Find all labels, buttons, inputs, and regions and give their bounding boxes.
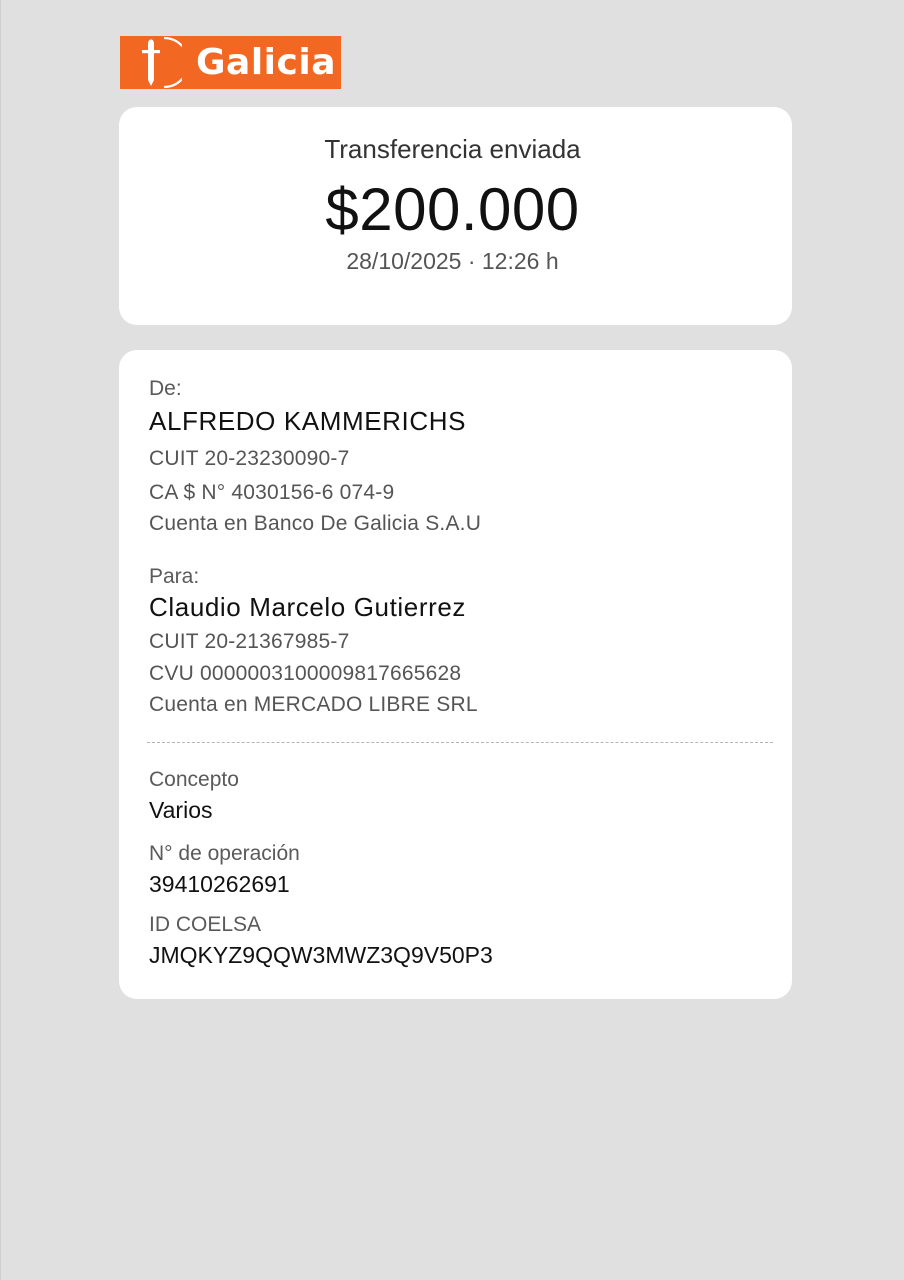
operation-number-label: N° de operación bbox=[149, 842, 300, 865]
recipient-cuit: CUIT 20-21367985-7 bbox=[149, 630, 350, 653]
concept-label: Concepto bbox=[149, 768, 239, 791]
galicia-sword-logo-icon bbox=[120, 36, 182, 89]
transfer-datetime: 28/10/2025 · 12:26 h bbox=[346, 248, 559, 274]
concept-value: Varios bbox=[149, 797, 213, 823]
sender-name: ALFREDO KAMMERICHS bbox=[149, 406, 467, 436]
galicia-logo bbox=[120, 36, 341, 89]
transfer-status: Transferencia enviada bbox=[324, 134, 581, 164]
sender-cuit: CUIT 20-23230090-7 bbox=[149, 447, 350, 470]
operation-number-value: 39410262691 bbox=[149, 871, 290, 897]
recipient-name: Claudio Marcelo Gutierrez bbox=[149, 592, 467, 622]
recipient-cvu: CVU 0000003100009817665628 bbox=[149, 662, 462, 685]
coelsa-id-label: ID COELSA bbox=[149, 913, 262, 936]
sender-bank: Cuenta en Banco De Galicia S.A.U bbox=[149, 512, 482, 535]
brand-name: Galicia bbox=[196, 42, 336, 83]
recipient-label: Para: bbox=[149, 565, 200, 588]
transfer-amount: $200.000 bbox=[325, 176, 580, 243]
section-divider bbox=[147, 742, 773, 743]
coelsa-id-value: JMQKYZ9QQW3MWZ3Q9V50P3 bbox=[149, 942, 493, 968]
sender-label: De: bbox=[149, 377, 182, 400]
recipient-bank: Cuenta en MERCADO LIBRE SRL bbox=[149, 693, 478, 716]
sender-account: CA $ N° 4030156-6 074-9 bbox=[149, 481, 395, 504]
